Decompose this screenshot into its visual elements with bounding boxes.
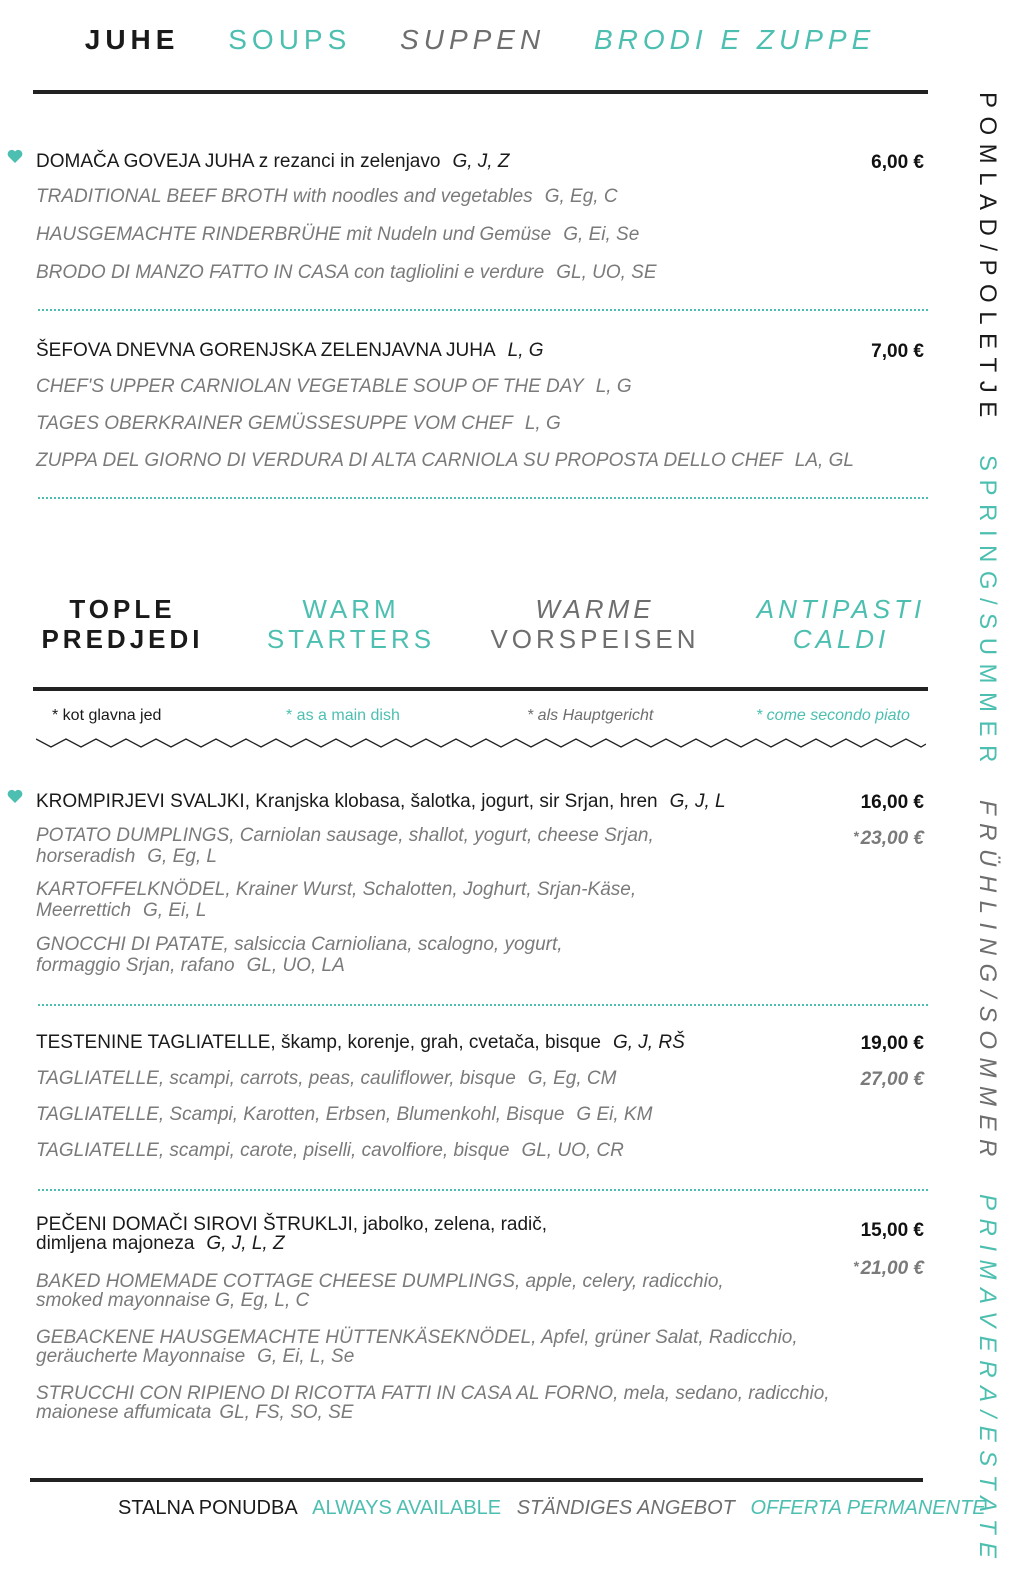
starters-header-rule (33, 687, 928, 691)
starter-1-name-de: KARTOFFELKNÖDEL, Krainer Wurst, Schalotten, Joghurt, Srjan-Käse, Meerrettich G, Ei, L (36, 879, 637, 921)
soup-2-name-sl: ŠEFOVA DNEVNA GORENJSKA ZELENJAVNA JUHA L, G (36, 340, 544, 361)
starter-3-name-it: STRUCCHI CON RIPIENO DI RICOTTA FATTI IN CASA AL FORNO, mela, sedano, radicchio, maionese affumicata GL, FS, SO, SE (36, 1383, 830, 1423)
starter-1-name-en: POTATO DUMPLINGS, Carniolan sausage, shallot, yogurt, cheese Srjan, horseradish G, Eg, L (36, 825, 654, 867)
soups-title-sl: JUHE (84, 24, 180, 55)
note-sl: * kot glavna jed (52, 707, 162, 724)
starters-title-it: ANTIPASTI CALDI (756, 594, 926, 654)
item-divider (38, 1189, 928, 1191)
soups-title-it: BRODI E ZUPPE (593, 24, 876, 55)
starter-3-price: 15,00 € (860, 1220, 924, 1241)
footer-it: OFFERTA PERMANENTE (750, 1497, 986, 1519)
footer-rule (30, 1478, 923, 1482)
footer-en: ALWAYS AVAILABLE (312, 1497, 502, 1519)
item-divider (38, 1004, 928, 1006)
starter-2-name-sl: TESTENINE TAGLIATELLE, škamp, korenje, grah, cvetača, bisque G, J, RŠ (36, 1032, 685, 1053)
starter-1-name-it: GNOCCHI DI PATATE, salsiccia Carnioliana, scalogno, yogurt, formaggio Srjan, rafano GL, UO, LA (36, 934, 563, 976)
footer (118, 1497, 1022, 1520)
starter-3-name-en: BAKED HOMEMADE COTTAGE CHEESE DUMPLINGS, apple, celery, radicchio, smoked mayonnaise G, Eg, L, C (36, 1271, 724, 1311)
starters-title-de: WARME VORSPEISEN (490, 594, 700, 654)
item-divider (38, 309, 928, 311)
soup-2-name-en: CHEF'S UPPER CARNIOLAN VEGETABLE SOUP OF THE DAY L, G (36, 376, 632, 397)
starter-3-price-main: * 21,00 € (853, 1258, 924, 1279)
soup-2-price: 7,00 € (871, 341, 924, 362)
zigzag-divider (36, 736, 926, 750)
soup-1-name-en: TRADITIONAL BEEF BROTH with noodles and vegetables G, Eg, C (36, 186, 618, 207)
season-it: PRIMAVERA/ESTATE (974, 1193, 1001, 1567)
starter-2-price-main: 27,00 € (860, 1069, 924, 1090)
soups-title-de: SUPPEN (400, 24, 546, 55)
season-en: SPRING/SUMMER (974, 454, 1001, 771)
starter-2-name-it: TAGLIATELLE, scampi, carote, piselli, cavolfiore, bisque GL, UO, CR (36, 1140, 624, 1161)
starters-title-sl: TOPLE PREDJEDI (41, 594, 204, 654)
season-sl: POMLAD/POLETJE (974, 92, 1001, 426)
soup-2-name-de: TAGES OBERKRAINER GEMÜSSESUPPE VOM CHEF L, G (36, 413, 561, 434)
soup-1-price: 6,00 € (871, 152, 924, 173)
note-de: * als Hauptgericht (527, 707, 654, 724)
heart-icon (7, 149, 23, 163)
soup-1-name-sl: DOMAČA GOVEJA JUHA z rezanci in zelenjavo G, J, Z (36, 151, 510, 172)
soups-section-title (0, 24, 960, 56)
season-banner (973, 92, 1001, 1580)
starter-2-name-de: TAGLIATELLE, Scampi, Karotten, Erbsen, Blumenkohl, Bisque G Ei, KM (36, 1104, 653, 1125)
starter-3-name-sl: PEČENI DOMAČI SIROVI ŠTRUKLJI, jabolko, zelena, radič, dimljena majoneza G, J, L, Z (36, 1214, 548, 1254)
starter-1-price-main: * 23,00 € (853, 828, 924, 849)
starters-title-en: WARM STARTERS (266, 594, 436, 654)
soup-1-name-de: HAUSGEMACHTE RINDERBRÜHE mit Nudeln und Gemüse G, Ei, Se (36, 224, 640, 245)
starter-1-price: 16,00 € (860, 792, 924, 813)
starter-2-price: 19,00 € (860, 1033, 924, 1054)
note-it: * come secondo piato (756, 707, 910, 724)
season-de: FRÜHLING/SOMMER (974, 799, 1001, 1165)
soup-1-name-it: BRODO DI MANZO FATTO IN CASA con tagliolini e verdure GL, UO, SE (36, 262, 657, 283)
starter-3-name-de: GEBACKENE HAUSGEMACHTE HÜTTENKÄSEKNÖDEL, Apfel, grüner Salat, Radicchio, geräucherte Mayonnaise G, Ei, L, Se (36, 1327, 798, 1367)
footer-sl: STALNA PONUDBA (118, 1497, 298, 1519)
footer-de: STÄNDIGES ANGEBOT (516, 1497, 735, 1519)
starter-2-name-en: TAGLIATELLE, scampi, carrots, peas, cauliflower, bisque G, Eg, CM (36, 1068, 617, 1089)
soups-header-rule (33, 90, 928, 94)
heart-icon (7, 789, 23, 803)
soup-2-name-it: ZUPPA DEL GIORNO DI VERDURA DI ALTA CARNIOLA SU PROPOSTA DELLO CHEF LA, GL (36, 450, 854, 471)
note-en: * as a main dish (286, 707, 400, 724)
soups-title-en: SOUPS (228, 24, 352, 55)
item-divider (38, 497, 928, 499)
starter-1-name-sl: KROMPIRJEVI SVALJKI, Kranjska klobasa, šalotka, jogurt, sir Srjan, hren G, J, L (36, 791, 726, 812)
